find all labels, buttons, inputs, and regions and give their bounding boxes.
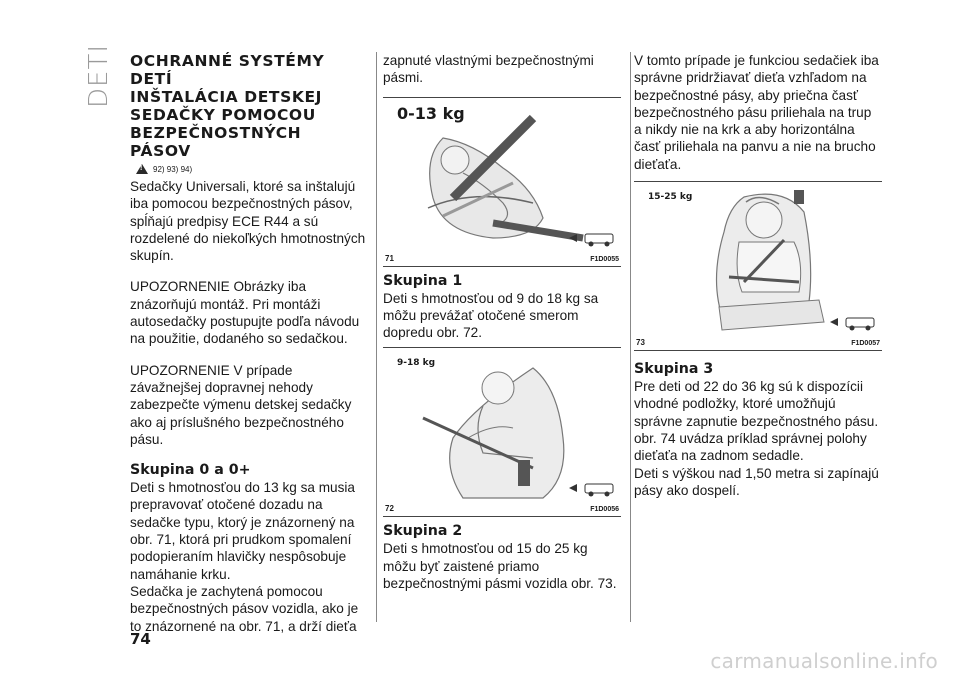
- paragraph: Deti s hmotnosťou od 15 do 25 kg môžu byť zaistené priamo bezpečnostnými pásmi vozidla obr. 73.: [383, 541, 617, 592]
- title-line: DETÍ: [130, 70, 173, 88]
- figure-71: [383, 97, 621, 267]
- paragraph: Sedačky Universali, ktoré sa inštalujú iba pomocou bezpečnostných pásov, spĺňajú predpisy ECE R44 a sú rozdelené do niekoľkých hmotnostných skupín.: [130, 179, 366, 264]
- title-line: PÁSOV: [130, 142, 191, 160]
- title-line: INŠTALÁCIA DETSKEJ: [130, 88, 323, 106]
- paragraph: obr. 74 uvádza príklad správnej polohy dieťaťa na zadnom sedadle.: [634, 430, 867, 464]
- subheading: Skupina 3: [634, 361, 714, 378]
- paragraph: zapnuté vlastnými bezpečnostnými pásmi.: [383, 53, 594, 86]
- column-3: [634, 52, 882, 499]
- title-line: OCHRANNÉ SYSTÉMY: [130, 52, 325, 70]
- figure-label: 15-25 kg: [648, 192, 693, 203]
- figure-72: [383, 347, 621, 517]
- section-tab: DETI: [84, 44, 114, 108]
- column-divider: [630, 52, 631, 622]
- subheading: Skupina 0 a 0+: [130, 462, 251, 479]
- subheading: Skupina 2: [383, 523, 463, 540]
- figure-label: 0-13 kg: [397, 103, 465, 123]
- page-number: 74: [130, 630, 151, 648]
- car-direction-icon: [567, 478, 617, 498]
- paragraph: UPOZORNENIE Obrázky iba znázorňujú montáž. Pri montáži autosedačky postupujte podľa návodu na použitie, dodaného so sedačkou.: [130, 279, 360, 347]
- column-2: [383, 52, 621, 592]
- watermark: carmanualsonline.info: [710, 649, 938, 673]
- warning-icon: [136, 164, 148, 174]
- car-direction-icon: [567, 228, 617, 248]
- paragraph: Deti s výškou nad 1,50 metra si zapínajú pásy ako dospelí.: [634, 465, 879, 498]
- figure-73: [634, 181, 882, 351]
- paragraph: V tomto prípade je funkciou sedačiek iba správne pridržiavať dieťa vzhľadom na bezpečnostné pásy, aby priečna časť bezpečnostného pásu priliehala na trup a nikdy nie na krk a aby horizontálna časť priliehala na panvu a nie na brucho dieťaťa.: [634, 53, 879, 172]
- figure-label: 9-18 kg: [397, 358, 436, 369]
- paragraph: UPOZORNENIE V prípade závažnejšej dopravnej nehody zabezpečte výmenu detskej sedačky ako aj príslušného bezpečnostného pásu.: [130, 362, 352, 447]
- column-1: [130, 52, 366, 635]
- figure-code: F1D0056: [590, 506, 619, 514]
- reference-numbers: 92) 93) 94): [153, 164, 193, 174]
- figure-code: F1D0057: [851, 340, 880, 348]
- title-line: BEZPEČNOSTNÝCH: [130, 124, 302, 142]
- car-direction-icon: [828, 312, 878, 332]
- paragraph: Deti s hmotnosťou od 9 do 18 kg sa môžu prevážať otočené smerom dopredu obr. 72.: [383, 290, 599, 341]
- section-title: [130, 52, 366, 160]
- title-line: SEDAČKY POMOCOU: [130, 106, 316, 124]
- figure-number: 73: [636, 338, 645, 348]
- warning-references: [136, 164, 366, 174]
- paragraph: Pre deti od 22 do 36 kg sú k dispozícii vhodné podložky, ktoré umožňujú správne zapnutie bezpečnostného pásu.: [634, 379, 879, 429]
- paragraph: Sedačka je zachytená pomocou bezpečnostných pásov vozidla, ako je to znázornené na obr. 71, a drží dieťa: [130, 583, 359, 634]
- subheading: Skupina 1: [383, 272, 463, 289]
- column-divider: [376, 52, 377, 622]
- paragraph: Deti s hmotnosťou do 13 kg sa musia prepravovať otočené dozadu na sedačke typu, ktorý je znázornený na obr. 71, ktorá pri prudkom spomalení podopieraním hlavičky nespôsobuje namáhanie krku.: [130, 480, 355, 582]
- figure-number: 71: [385, 253, 394, 263]
- figure-number: 72: [385, 504, 394, 514]
- figure-code: F1D0055: [590, 255, 619, 263]
